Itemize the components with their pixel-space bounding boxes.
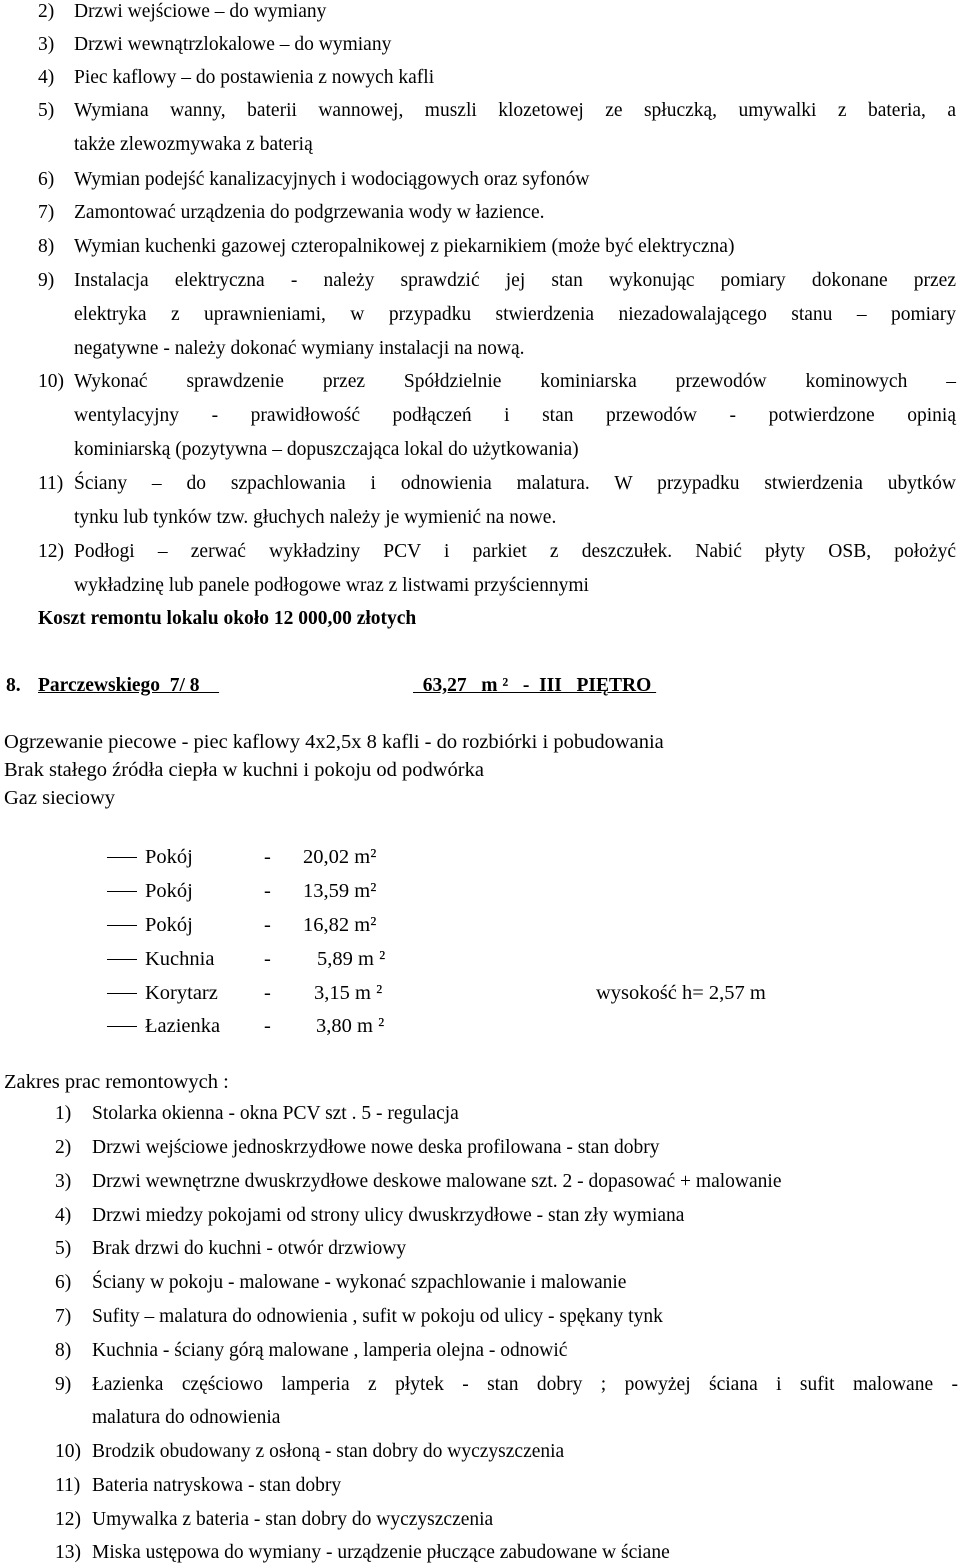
room-area: 3,80 m ² [316,1015,385,1037]
list-item-text-continued: wentylacyjny - prawidłowość podłączeń i stan przewodów - potwierdzone opinią [74,405,956,426]
room-name: Kuchnia [145,948,215,970]
list-item-number: 8) [38,236,55,257]
list-item-number: 4) [55,1205,72,1226]
list-item-number: 11) [55,1475,81,1496]
list-item-text: Sufity – malatura do odnowienia , sufit w pokoju od ulicy - spękany tynk [92,1306,663,1327]
list-item-text: Umywalka z bateria - stan dobry do wyczyszczenia [92,1509,494,1530]
list-item-text-continued: także zlewozmywaka z baterią [74,134,313,155]
heating-line: Brak stałego źródła ciepła w kuchni i pokoju od podwórka [4,759,484,781]
list-item-text: Instalacja elektryczna - należy sprawdzić jej stan wykonując pomiary dokonane przez [74,270,956,291]
list-item-text: Drzwi miedzy pokojami od strony ulicy dwuskrzydłowe - stan zły wymiana [92,1205,685,1226]
list-item-number: 10) [38,371,64,392]
list-item-number: 12) [38,541,64,562]
dash-bullet-icon [107,857,137,858]
room-name: Korytarz [145,982,218,1004]
list-item-number: 11) [38,473,64,494]
list-item-number: 4) [38,67,55,88]
list-item-text: Kuchnia - ściany górą malowane , lamperia olejna - odnowić [92,1340,568,1361]
dash-bullet-icon [107,1026,137,1027]
room-area: 16,82 m² [303,914,377,936]
list-item-number: 8) [55,1340,72,1361]
room-area: 13,59 m² [303,880,377,902]
list-item-text: Miska ustępowa do wymiany - urządzenie płuczące zabudowane w ściane [92,1542,670,1563]
list-item-number: 9) [38,270,55,291]
list-item-text: Drzwi wewnętrzne dwuskrzydłowe deskowe malowane szt. 2 - dopasować + malowanie [92,1171,782,1192]
dash-bullet-icon [107,925,137,926]
list-item-text: Wykonać sprawdzenie przez Spółdzielnie kominiarska przewodów kominowych – [74,371,956,392]
room-separator: - [264,948,271,970]
room-name: Pokój [145,846,193,868]
section-number: 8. [6,675,21,696]
list-item-text-continued: malatura do odnowienia [92,1407,281,1428]
list-item-text: Drzwi wejściowe – do wymiany [74,1,327,22]
list-item-text-continued: tynku lub tynków tzw. głuchych należy je wymienić na nowe. [74,507,557,528]
list-item-number: 3) [38,34,55,55]
ceiling-height-note: wysokość h= 2,57 m [596,982,766,1004]
room-area: 5,89 m ² [317,948,386,970]
list-item-number: 5) [55,1238,72,1259]
room-area: 3,15 m ² [314,982,383,1004]
list-item-number: 2) [55,1137,72,1158]
section-floor-info: 63,27 m ² - III PIĘTRO [413,675,657,696]
dash-bullet-icon [107,993,137,994]
list-item-text-continued: wykładzinę lub panele podłogowe wraz z listwami przyściennymi [74,575,589,596]
list-item-text: Stolarka okienna - okna PCV szt . 5 - regulacja [92,1103,459,1124]
list-item-text: Piec kaflowy – do postawienia z nowych kafli [74,67,435,88]
room-area: 20,02 m² [303,846,377,868]
list-item-number: 13) [55,1542,81,1563]
list-item-text: Drzwi wewnątrzlokalowe – do wymiany [74,34,392,55]
list-item-number: 10) [55,1441,81,1462]
scope-title: Zakres prac remontowych : [4,1071,229,1093]
cost-summary: Koszt remontu lokalu około 12 000,00 złotych [38,608,417,629]
list-item-text: Wymian kuchenki gazowej czteropalnikowej z piekarnikiem (może być elektryczna) [74,236,735,257]
room-separator: - [264,914,271,936]
list-item-text: Zamontować urządzenia do podgrzewania wody w łazience. [74,202,545,223]
heating-line: Ogrzewanie piecowe - piec kaflowy 4x2,5x 8 kafli - do rozbiórki i pobudowania [4,731,664,753]
room-separator: - [264,846,271,868]
list-item-text: Drzwi wejściowe jednoskrzydłowe nowe deska profilowana - stan dobry [92,1137,660,1158]
list-item-number: 2) [38,1,55,22]
heating-line: Gaz sieciowy [4,787,115,809]
room-separator: - [264,1015,271,1037]
room-separator: - [264,880,271,902]
list-item-number: 7) [38,202,55,223]
list-item-number: 6) [38,169,55,190]
list-item-text: Łazienka częściowo lamperia z płytek - stan dobry ; powyżej ściana i sufit malowane - [92,1374,958,1395]
room-name: Łazienka [145,1015,221,1037]
list-item-number: 3) [55,1171,72,1192]
list-item-number: 12) [55,1509,81,1530]
list-item-text: Brodzik obudowany z osłoną - stan dobry do wyczyszczenia [92,1441,565,1462]
room-name: Pokój [145,880,193,902]
list-item-text: Ściany – do szpachlowania i odnowienia malatura. W przypadku stwierdzenia ubytków [74,473,956,494]
dash-bullet-icon [107,891,137,892]
list-item-text: Brak drzwi do kuchni - otwór drzwiowy [92,1238,407,1259]
dash-bullet-icon [107,959,137,960]
room-name: Pokój [145,914,193,936]
list-item-text-continued: kominiarską (pozytywna – dopuszczająca lokal do użytkowania) [74,439,579,460]
list-item-text: Bateria natryskowa - stan dobry [92,1475,342,1496]
list-item-text-continued: elektryka z uprawnieniami, w przypadku stwierdzenia niezadowalającego stanu – pomiary [74,304,956,325]
room-separator: - [264,982,271,1004]
list-item-text: Podłogi – zerwać wykładziny PCV i parkiet z deszczułek. Nabić płyty OSB, położyć [74,541,956,562]
list-item-number: 5) [38,100,55,121]
list-item-number: 1) [55,1103,72,1124]
list-item-text: Wymian podejść kanalizacyjnych i wodociągowych oraz syfonów [74,169,590,190]
list-item-number: 9) [55,1374,72,1395]
section-address: Parczewskiego 7/ 8 [38,675,220,696]
list-item-text: Wymiana wanny, baterii wannowej, muszli klozetowej ze spłuczką, umywalki z bateria, a [74,100,956,121]
list-item-text: Ściany w pokoju - malowane - wykonać szpachlowanie i malowanie [92,1272,627,1293]
list-item-number: 7) [55,1306,72,1327]
list-item-text-continued: negatywne - należy dokonać wymiany instalacji na nową. [74,338,525,359]
list-item-number: 6) [55,1272,72,1293]
